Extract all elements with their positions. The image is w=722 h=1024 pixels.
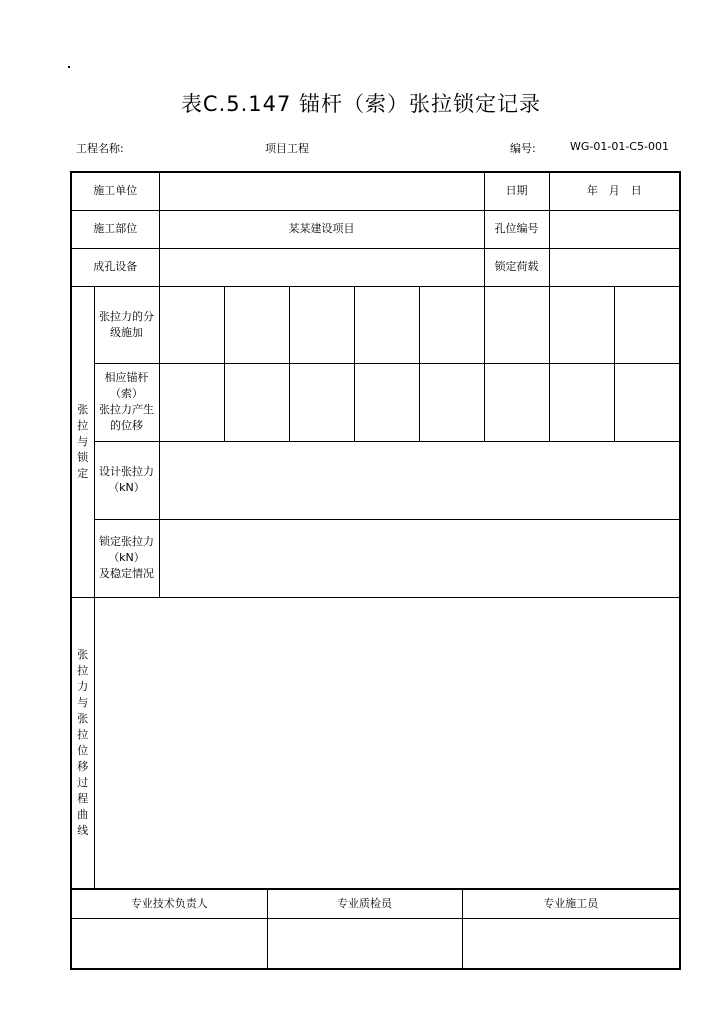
displacement-cell[interactable] — [289, 363, 354, 441]
curve-vertical-label: 张 拉 力 与 张 拉 位 移 过 程 曲 线 — [71, 597, 94, 889]
page-title: 表C.5.147 锚杆（索）张拉锁定记录 — [180, 92, 542, 116]
quality-inspector-signature[interactable] — [267, 918, 462, 969]
displacement-cell[interactable] — [484, 363, 549, 441]
lock-load-value[interactable] — [549, 248, 680, 286]
number-label: 编号: — [510, 142, 536, 155]
record-table — [70, 171, 681, 890]
table-row — [71, 248, 680, 286]
quality-inspector-label: 专业质检员 — [267, 889, 462, 918]
graded-force-label: 张拉力的分 级施加 — [94, 286, 159, 363]
lock-load-label: 锁定荷载 — [484, 248, 549, 286]
date-label: 日期 — [484, 172, 549, 210]
graded-force-cell[interactable] — [159, 286, 224, 363]
graded-force-cell[interactable] — [484, 286, 549, 363]
hole-number-label: 孔位编号 — [484, 210, 549, 248]
lock-force-label: 锁定张拉力 （kN） 及稳定情况 — [94, 519, 159, 597]
displacement-cell[interactable] — [354, 363, 419, 441]
number-value: WG-01-01-C5-001 — [570, 140, 669, 153]
table-row — [71, 519, 680, 597]
graded-force-cell[interactable] — [354, 286, 419, 363]
displacement-cell[interactable] — [159, 363, 224, 441]
table-row — [71, 172, 680, 210]
graded-force-cell[interactable] — [614, 286, 680, 363]
table-row — [71, 597, 680, 889]
table-row — [71, 441, 680, 519]
tech-lead-label: 专业技术负责人 — [71, 889, 267, 918]
hole-equipment-value[interactable] — [159, 248, 484, 286]
date-value[interactable]: 年 月 日 — [549, 172, 680, 210]
table-row — [71, 918, 680, 969]
project-name-value: 项目工程 — [265, 142, 309, 155]
displacement-label: 相应锚杆 （索） 张拉力产生 的位移 — [94, 363, 159, 441]
constructor-label: 专业施工员 — [462, 889, 680, 918]
construction-part-value[interactable]: 某某建设项目 — [159, 210, 484, 248]
table-row — [71, 889, 680, 918]
graded-force-cell[interactable] — [224, 286, 289, 363]
graded-force-cell[interactable] — [289, 286, 354, 363]
signature-table — [70, 888, 681, 970]
design-force-label: 设计张拉力 （kN） — [94, 441, 159, 519]
stray-dot — [68, 66, 70, 68]
graded-force-cell[interactable] — [549, 286, 614, 363]
curve-drawing-area[interactable] — [94, 597, 680, 889]
lock-force-value[interactable] — [159, 519, 680, 597]
hole-number-value[interactable] — [549, 210, 680, 248]
constructor-signature[interactable] — [462, 918, 680, 969]
construction-unit-value[interactable] — [159, 172, 484, 210]
graded-force-cell[interactable] — [419, 286, 484, 363]
hole-equipment-label: 成孔设备 — [71, 248, 159, 286]
displacement-cell[interactable] — [614, 363, 680, 441]
table-row — [71, 363, 680, 441]
tension-lock-vertical-label: 张 拉 与 锁 定 — [71, 286, 94, 597]
displacement-cell[interactable] — [419, 363, 484, 441]
tech-lead-signature[interactable] — [71, 918, 267, 969]
displacement-cell[interactable] — [549, 363, 614, 441]
construction-part-label: 施工部位 — [71, 210, 159, 248]
table-row — [71, 210, 680, 248]
displacement-cell[interactable] — [224, 363, 289, 441]
design-force-value[interactable] — [159, 441, 680, 519]
table-row — [71, 286, 680, 363]
project-name-label: 工程名称: — [76, 142, 124, 155]
construction-unit-label: 施工单位 — [71, 172, 159, 210]
